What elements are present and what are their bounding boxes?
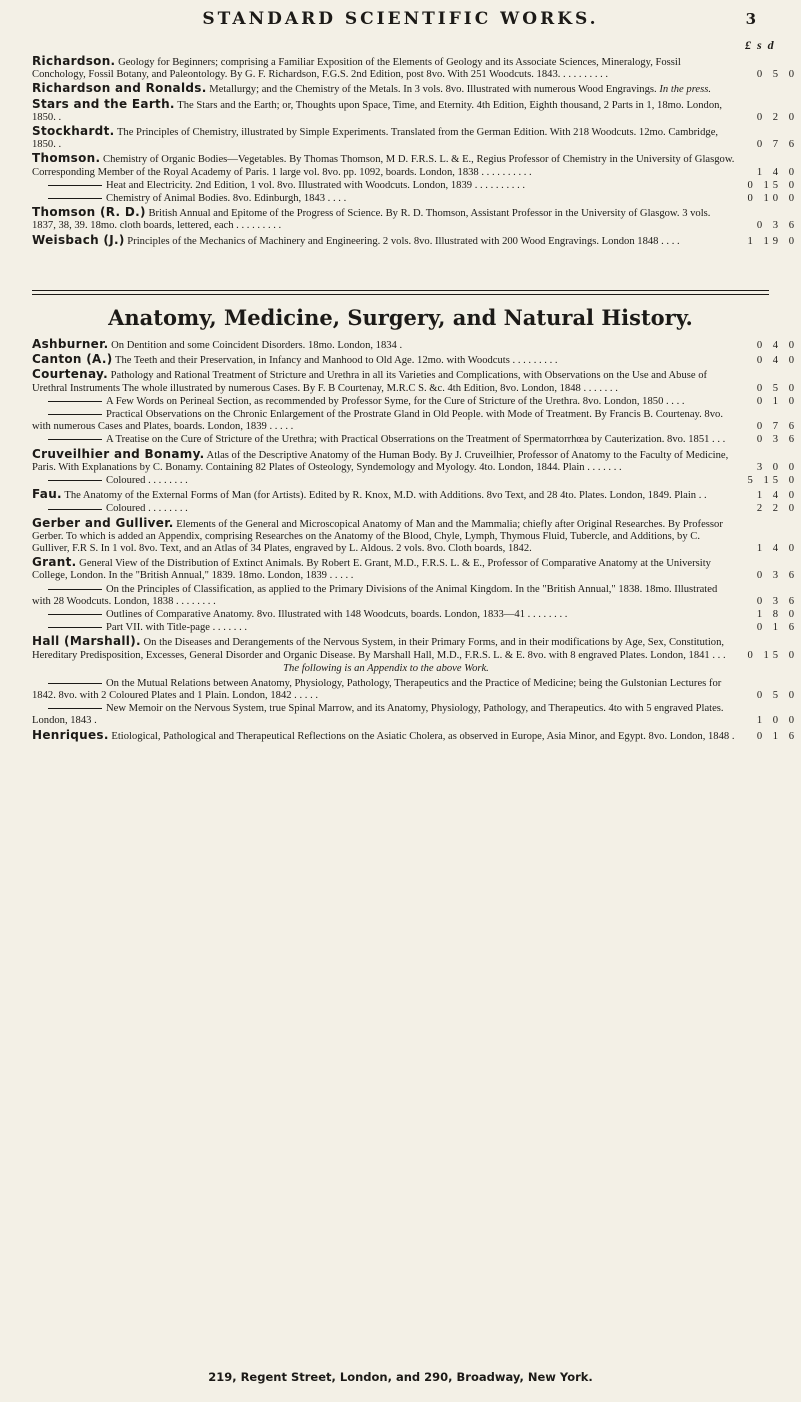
ditto-rule — [48, 708, 102, 709]
author-heading: Gerber and Gulliver. — [32, 515, 174, 530]
catalogue-entry — [32, 352, 798, 367]
catalogue-entry — [32, 487, 798, 502]
ditto-rule — [48, 614, 102, 615]
entry-price: 0 3 6 — [756, 220, 798, 232]
ditto-rule — [48, 401, 102, 402]
entry-description: Pathology and Rational Treatment of Stricture and Urethra in all its Varieties and Complications, with Observations on the Use and Abuse of Urethral Instruments The whole illustrated by numerous Cases. By F. B Courtenay, M.R.C S. &c. 4th Edition, 8vo. London, 1848 . . . . . . . — [32, 370, 708, 394]
ditto-rule — [48, 198, 102, 199]
catalogue-entry — [32, 634, 798, 661]
catalogue-entry — [32, 96, 798, 124]
ditto-rule — [48, 480, 102, 481]
entry-description: The Teeth and their Preservation, in Infancy and Manhood to Old Age. 12mo. with Woodcuts . . . . . . . . . — [114, 355, 558, 367]
entry-price: 1 4 0 — [756, 543, 798, 555]
entry-description: On the Mutual Relations between Anatomy, Physiology, Pathology, Therapeutics and the Practice of Medicine; being the Gulstonian Lectures for 1842. 8vo. with 2 Coloured Plates and 1 Plain. London, 1842 . . . . . — [32, 677, 722, 702]
entry-price: 0 4 0 — [756, 355, 798, 367]
author-heading: Cruveilhier and Bonamy. — [32, 446, 205, 461]
entry-description: Practical Observations on the Chronic Enlargement of the Prostrate Gland in Old People. with Mode of Treatment. By Francis B. Courtenay. 8vo. with numerous Cases and Plates, boards. London, 1839 . . . . . — [32, 409, 723, 433]
entry-description: The Stars and the Earth; or, Thoughts upon Space, Time, and Eternity. 4th Edition, Eighth thousand, 2 Parts in 1, 18mo. London, 1850. . — [32, 99, 723, 123]
catalogue-entry — [32, 475, 798, 487]
author-heading: Hall (Marshall). — [32, 634, 141, 649]
catalogue-entry — [32, 503, 798, 515]
section-title: Anatomy, Medicine, Surgery, and Natural History. — [108, 305, 693, 330]
author-heading: Weisbach (J.) — [32, 232, 125, 247]
entry-description: New Memoir on the Nervous System, true Spinal Marrow, and its Anatomy, Physiology, Pathology, and Therapeutics. 4to with 5 engraved Plates. London, 1843 . — [32, 703, 724, 727]
entry-note: In the press. — [659, 84, 712, 96]
entry-price: 0 1 0 — [756, 395, 798, 407]
entry-price: 0 5 0 — [756, 382, 798, 394]
catalogue-entry — [32, 179, 798, 192]
appendix-note: The following is an Appendix to the above Work. — [283, 662, 489, 674]
catalogue-entry — [32, 337, 798, 352]
publisher-address: 219, Regent Street, London, and 290, Broadway, New York. — [208, 1370, 593, 1384]
entry-description: Metallurgy; and the Chemistry of the Metals. In 3 vols. 8vo. Illustrated with numerous Wood Engravings. — [209, 84, 657, 96]
author-heading: Courtenay. — [32, 367, 108, 382]
entry-description: Coloured . . . . . . . . — [106, 475, 188, 487]
entry-price: 0 3 6 — [756, 570, 798, 582]
entry-description: Principles of the Mechanics of Machinery and Engineering. 2 vols. 8vo. Illustrated with 200 Wood Engravings. London 1848 . . . . — [127, 235, 680, 247]
running-head: STANDARD SCIENTIFIC WORKS. — [202, 9, 599, 29]
page-number: 3 — [745, 10, 756, 28]
entry-description: Geology for Beginners; comprising a Familiar Exposition of the Elements of Geology and its Associate Sciences, Mineralogy, Fossil Conchology, Fossil Botany, and Paleontology. By G. F. Richardson, F.G.S. 2nd Edition, post 8vo. With 251 Woodcuts. 1843. . . . . . . . . . — [32, 57, 681, 81]
catalogue-entry — [32, 54, 798, 81]
entry-price: 0 1 6 — [756, 730, 798, 742]
catalogue-entry — [32, 703, 798, 727]
catalogue-entry — [32, 622, 798, 634]
catalogue-entry — [32, 446, 798, 474]
catalogue-entry — [32, 205, 798, 232]
entry-price: 1 19 0 — [747, 235, 798, 247]
entry-description: A Few Words on Perineal Section, as recommended by Professor Syme, for the Cure of Stricture of the Urethra. 8vo. London, 1850 . . . . — [106, 395, 685, 407]
pence-symbol: d — [767, 38, 774, 52]
author-heading: Richardson and Ronalds. — [32, 81, 207, 96]
entry-price: 0 2 0 — [756, 111, 798, 123]
ditto-rule — [48, 627, 102, 628]
entry-price: 3 0 0 — [756, 461, 798, 473]
entry-description: Atlas of the Descriptive Anatomy of the Human Body. By J. Cruveilhier, Professor of Anatomy to the Faculty of Medicine, Paris. With Explanations by C. Bonamy. Containing 82 Plates of Osteology, Syndemology and Myology. 4to. London, 1844. Plain . . . . . . . — [32, 449, 729, 473]
catalogue-entry — [32, 151, 798, 178]
section-divider — [32, 290, 769, 295]
author-heading: Thomson (R. D.) — [32, 205, 146, 220]
entry-price: 0 10 0 — [747, 193, 798, 205]
ditto-rule — [48, 509, 102, 510]
author-heading: Ashburner. — [32, 337, 109, 351]
author-heading: Richardson. — [32, 54, 116, 68]
entry-description: Elements of the General and Microscopical Anatomy of Man and the Mammalia; chiefly after Original Researches. By Professor Gerber. To which is added an Appendix, comprising Researches on the Anatomy of the Blood, Chyle, Lymph, Thymous Fluid, Tubercle, and Additions, by C. Gulliver, F.R S. In 1 vol. 8vo. Text, and an Atlas of 34 Plates, engraved by L. Aldous. 2 vols. 8vo. Cloth boards, 1842. — [32, 518, 723, 555]
catalogue-entry — [32, 609, 798, 621]
ditto-rule — [48, 414, 102, 415]
entry-price: 1 0 0 — [756, 715, 798, 727]
catalogue-entry — [32, 727, 798, 743]
entry-price: 1 8 0 — [756, 609, 798, 621]
entry-description: British Annual and Epitome of the Progress of Science. By R. D. Thomson, Assistant Professor in the University of Glasgow. 3 vols. 1837, 38, 39. 18mo. cloth boards, lettered, each . . . . . . . . . — [32, 208, 711, 232]
catalogue-entry — [32, 677, 798, 702]
ditto-rule — [48, 185, 102, 186]
entry-description: Coloured . . . . . . . . — [106, 503, 188, 515]
author-heading: Stockhardt. — [32, 124, 115, 139]
entry-price: 0 5 0 — [756, 690, 798, 702]
catalogue-entry — [32, 232, 798, 248]
author-heading: Thomson. — [32, 151, 101, 166]
catalogue-entry — [32, 409, 798, 433]
entry-price: 0 7 6 — [756, 139, 798, 151]
entry-price: 1 4 0 — [756, 166, 798, 178]
entry-description: On the Diseases and Derangements of the Nervous System, in their Primary Forms, and in their modifications by Age, Sex, Constitution, Hereditary Predisposition, Excesses, General Disorder and Organic Disease. By Marshall Hall, M.D., F.R.S. L. & E. 8vo. with 8 engraved Plates. London, 1841 . . . — [32, 637, 726, 661]
entry-description: A Treatise on the Cure of Stricture of the Urethra; with Practical Obserrations on the Treatment of Spermatorrhœa by Cauterization. 8vo. 1851 . . . — [106, 434, 726, 446]
ditto-rule — [48, 683, 102, 684]
money-column-header — [745, 38, 797, 53]
entry-price: 2 2 0 — [756, 503, 798, 515]
author-heading: Henriques. — [32, 727, 109, 742]
entry-description: Part VII. with Title-page . . . . . . . — [106, 622, 248, 634]
entry-price: 0 15 0 — [747, 649, 798, 661]
catalogue-entry — [32, 434, 798, 446]
entry-description: On the Principles of Classification, as applied to the Primary Divisions of the Animal Kingdom. In the "British Annual," 1838. 18mo. Illustrated with 28 Woodcuts. London, 1838 . . . . . . . . — [32, 583, 718, 607]
catalogue-entry — [32, 395, 798, 408]
author-heading: Grant. — [32, 555, 77, 570]
author-heading: Stars and the Earth. — [32, 96, 175, 111]
pounds-symbol: £ — [745, 38, 751, 52]
entry-price: 5 15 0 — [747, 475, 798, 487]
entry-price: 1 4 0 — [756, 490, 798, 502]
entry-price: 0 7 6 — [756, 421, 798, 433]
anatomy-works-list — [32, 337, 798, 744]
author-heading: Fau. — [32, 487, 62, 502]
catalogue-entry — [32, 515, 798, 556]
ditto-rule — [48, 589, 102, 590]
author-heading: Canton (A.) — [32, 352, 113, 367]
entry-description: General View of the Distribution of Extinct Animals. By Robert E. Grant, M.D., F.R.S. L. & E., Professor of Comparative Anatomy at the University College, London. In the "British Annual," 1839. 18mo. London, 1839 . . . . . — [32, 558, 711, 582]
entry-description: Heat and Electricity. 2nd Edition, 1 vol. 8vo. Illustrated with Woodcuts. London, 1839 . . . . . . . . . . — [106, 179, 526, 191]
scientific-works-list — [32, 54, 798, 249]
entry-description: On Dentition and some Coincident Disorders. 18mo. London, 1834 . — [111, 340, 403, 351]
catalogue-entry — [32, 193, 798, 205]
entry-description: The Principles of Chemistry, illustrated by Simple Experiments. Translated from the German Edition. With 218 Woodcuts. 12mo. Cambridge, 1850. . — [32, 127, 719, 151]
catalogue-entry — [32, 82, 740, 96]
entry-price: 0 3 6 — [756, 595, 798, 607]
entry-description: Chemistry of Organic Bodies—Vegetables. By Thomas Thomson, M D. F.R.S. L. & E., Regius Professor of Chemistry in the University of Glasgow. Corresponding Member of the Royal Academy of Paris. 1 large vol. 8vo. pp. 1092, boards. London, 1838 . . . . . . . . . . — [32, 154, 735, 178]
entry-description: The Anatomy of the External Forms of Man (for Artists). Edited by R. Knox, M.D. with Additions. 8vo Text, and 28 4to. Plates. London, 1849. Plain . . — [64, 490, 707, 502]
shillings-symbol: s — [757, 38, 762, 52]
entry-price: 0 3 6 — [756, 434, 798, 446]
entry-price: 0 5 0 — [756, 69, 798, 81]
entry-description: Etiological, Pathological and Therapeutical Reflections on the Asiatic Cholera, as observed in Europe, Asia Minor, and Egypt. 8vo. London, 1848 . — [111, 730, 735, 742]
entry-description: Outlines of Comparative Anatomy. 8vo. Illustrated with 148 Woodcuts, boards. London, 1833—41 . . . . . . . . — [106, 609, 568, 621]
catalogue-entry — [32, 367, 798, 394]
entry-price: 0 15 0 — [747, 179, 798, 191]
ditto-rule — [48, 439, 102, 440]
catalogue-entry — [32, 555, 798, 582]
entry-price: 0 4 0 — [756, 340, 798, 351]
entry-description: Chemistry of Animal Bodies. 8vo. Edinburgh, 1843 . . . . — [106, 193, 347, 205]
catalogue-entry — [32, 124, 798, 151]
catalogue-entry — [32, 583, 798, 608]
entry-price: 0 1 6 — [756, 622, 798, 634]
